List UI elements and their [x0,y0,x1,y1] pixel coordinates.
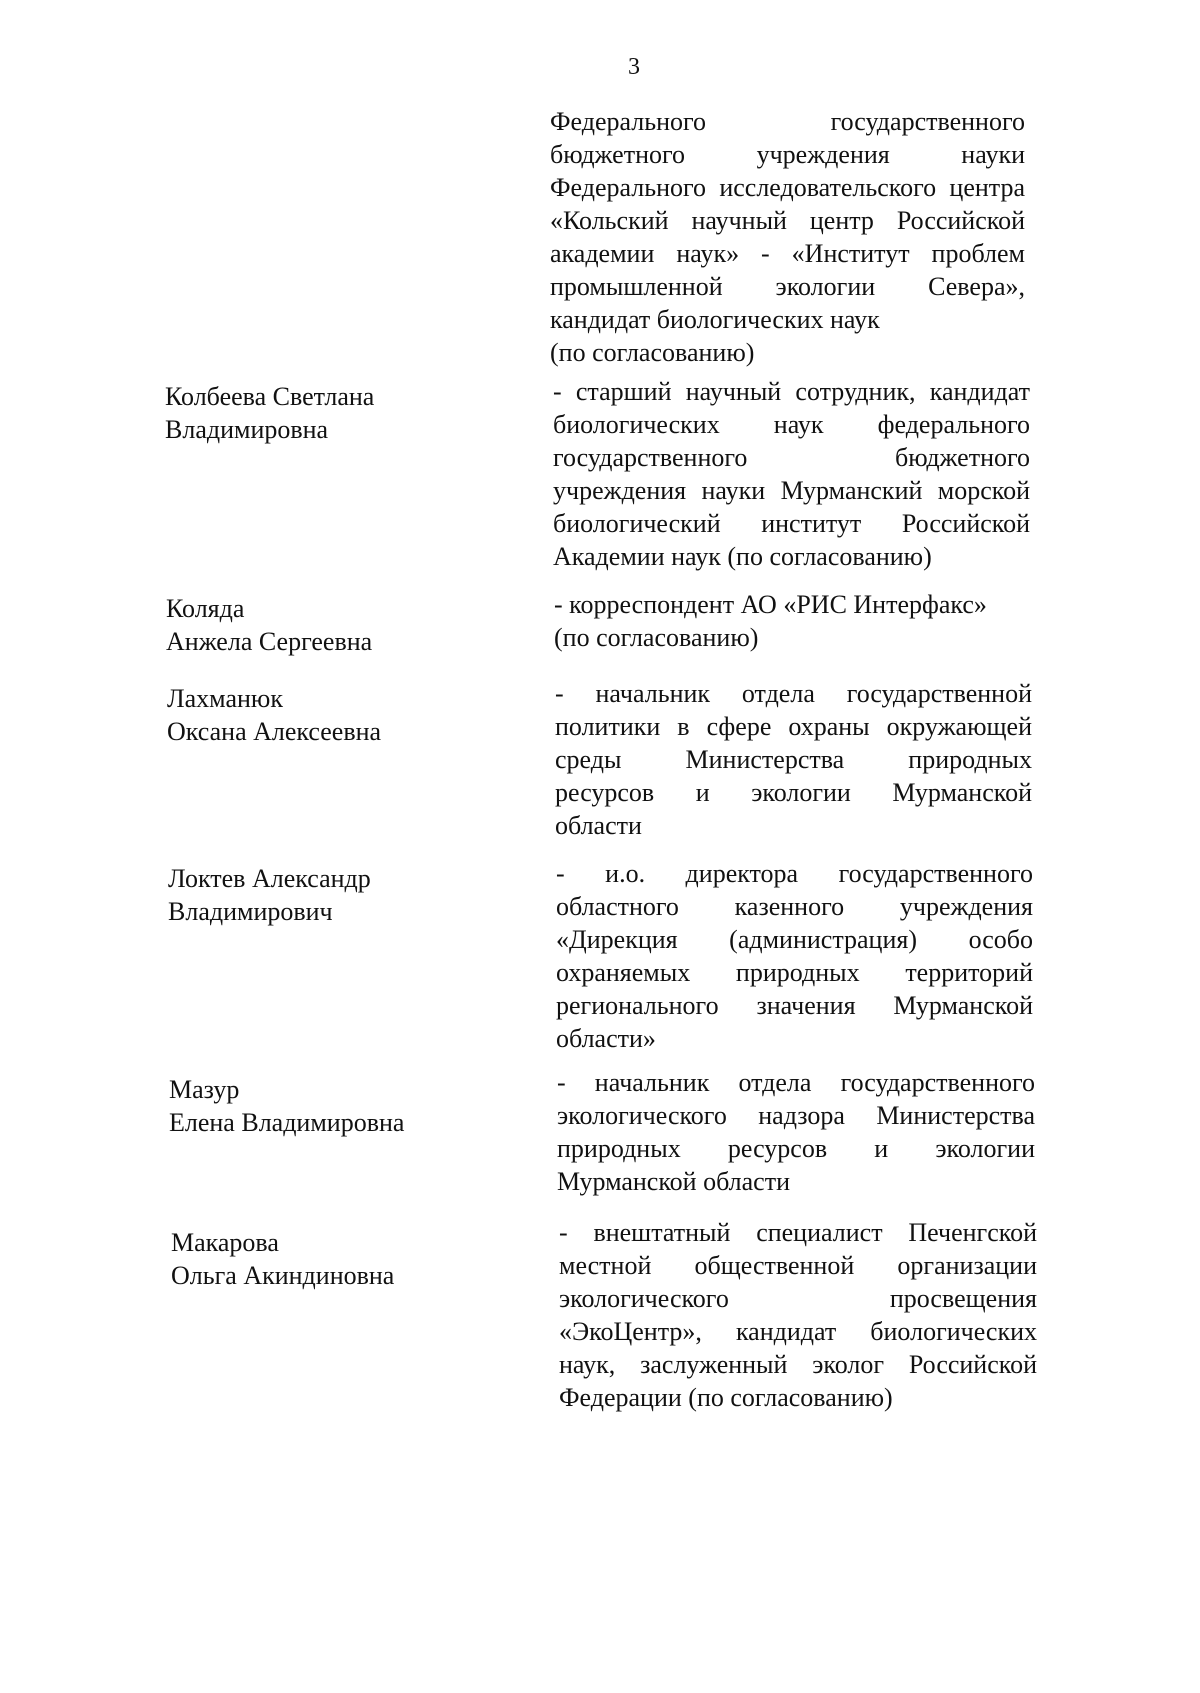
role-line: биологических наук федерального [553,410,1030,439]
member-role [556,857,1033,1055]
name-line: Елена Владимировна [169,1108,405,1137]
role-line: - внештатный специалист Печенгской [559,1218,1037,1247]
role-line: регионального значения Мурманской [556,991,1033,1020]
role-line: промышленной экологии Севера», [550,272,1025,301]
name-line: Ольга Акиндиновна [171,1261,395,1290]
role-line: областного казенного учреждения [556,892,1033,921]
role-line: области [555,811,642,840]
role-line: среды Министерства природных [555,745,1032,774]
role-line: кандидат биологических наук [550,305,880,334]
role-line: - корреспондент АО «РИС Интерфакс» [554,590,987,619]
role-line: Мурманской области [557,1167,790,1196]
role-line: «ЭкоЦентр», кандидат биологических [559,1317,1037,1346]
member-role [559,1216,1037,1414]
role-line: - начальник отдела государственной [555,679,1032,708]
role-line: (по согласованию) [554,623,759,652]
role-line: экологического надзора Министерства [557,1101,1035,1130]
role-line: местной общественной организации [559,1251,1037,1280]
name-line: Макарова [171,1228,279,1257]
role-line: - и.о. директора государственного [556,859,1033,888]
role-line: «Дирекция (администрация) особо [556,925,1033,954]
role-line: Академии наук (по согласованию) [553,542,932,571]
page-number: 3 [628,54,640,80]
name-line: Локтев Александр [168,864,371,893]
name-line: Коляда [166,594,245,623]
role-line: бюджетного учреждения науки [550,140,1025,169]
role-line: биологический институт Российской [553,509,1030,538]
role-line: наук, заслуженный эколог Российской [559,1350,1037,1379]
name-line: Мазур [169,1075,240,1104]
role-line: (по согласованию) [550,338,755,367]
name-line: Владимировна [165,415,329,444]
role-line: «Кольский научный центр Российской [550,206,1025,235]
member-role [554,588,1031,654]
name-line: Анжела Сергеевна [166,627,373,656]
member-role [557,1066,1035,1198]
role-line: Федерального исследовательского центра [550,173,1025,202]
member-role [550,105,1025,369]
role-line: академии наук» - «Институт проблем [550,239,1025,268]
role-line: - начальник отдела государственного [557,1068,1035,1097]
role-line: ресурсов и экологии Мурманской [555,778,1032,807]
role-line: Федерального государственного [550,107,1025,136]
role-line: природных ресурсов и экологии [557,1134,1035,1163]
name-line: Оксана Алексеевна [167,717,382,746]
name-line: Владимирович [168,897,333,926]
role-line: - старший научный сотрудник, кандидат [553,377,1030,406]
member-role [555,677,1032,842]
role-line: экологического просвещения [559,1284,1037,1313]
name-line: Лахманюк [167,684,283,713]
role-line: Федерации (по согласованию) [559,1383,893,1412]
role-line: политики в сфере охраны окружающей [555,712,1032,741]
role-line: государственного бюджетного [553,443,1030,472]
name-line: Колбеева Светлана [165,382,375,411]
role-line: области» [556,1024,656,1053]
member-role [553,375,1030,573]
role-line: учреждения науки Мурманский морской [553,476,1030,505]
role-line: охраняемых природных территорий [556,958,1033,987]
